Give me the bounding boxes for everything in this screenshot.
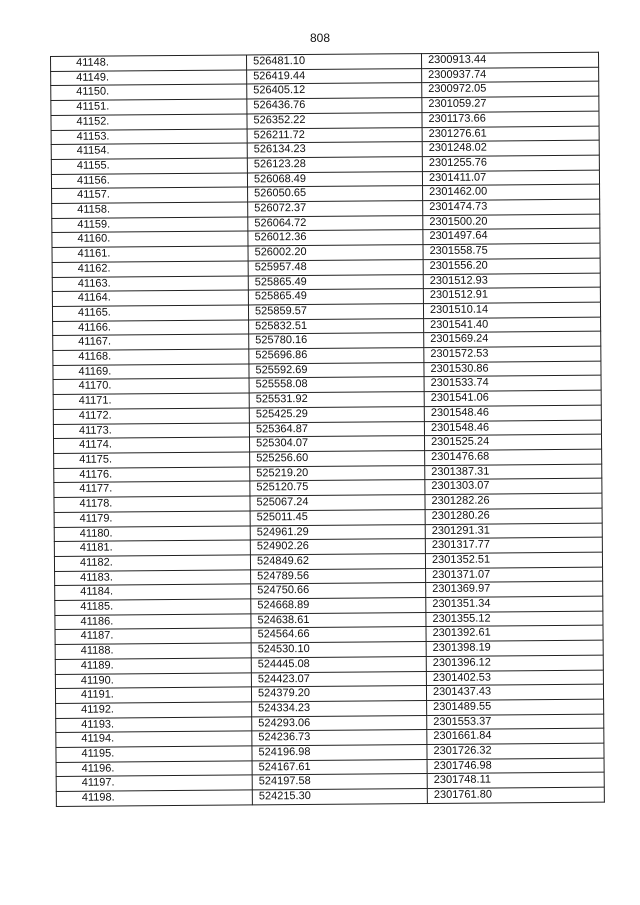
x-coordinate-cell: 525780.16 [249,333,424,349]
y-coordinate-cell: 2301572.53 [424,346,601,362]
x-coordinate-cell: 524293.06 [252,715,427,731]
x-coordinate-cell: 526134.23 [247,142,422,158]
page-number: 808 [309,31,331,45]
point-number-cell: 41157. [52,187,248,203]
point-number-cell: 41179. [54,511,250,527]
x-coordinate-cell: 525832.51 [249,318,424,334]
x-coordinate-cell: 524423.07 [251,671,426,687]
x-coordinate-cell: 526436.76 [247,98,422,114]
y-coordinate-cell: 2301489.55 [427,699,604,715]
y-coordinate-cell: 2301371.07 [426,567,603,583]
point-number-cell: 41151. [51,99,247,115]
point-number-cell: 41167. [53,334,249,350]
y-coordinate-cell: 2301761.80 [427,787,604,803]
x-coordinate-cell: 524196.98 [252,745,427,761]
x-coordinate-cell: 525120.75 [250,480,425,496]
point-number-cell: 41162. [52,261,248,277]
point-number-cell: 41168. [53,349,249,365]
y-coordinate-cell: 2301541.40 [424,317,601,333]
y-coordinate-cell: 2301548.46 [424,405,601,421]
y-coordinate-cell: 2300937.74 [422,67,599,83]
y-coordinate-cell: 2301369.97 [426,581,603,597]
point-number-cell: 41148. [51,55,247,71]
point-number-cell: 41166. [53,320,249,336]
x-coordinate-cell: 526068.49 [247,171,422,187]
table-row [56,787,604,806]
y-coordinate-cell: 2301280.26 [425,508,602,524]
x-coordinate-cell: 525304.07 [250,436,425,452]
y-coordinate-cell: 2301355.12 [426,611,603,627]
y-coordinate-cell: 2300972.05 [422,82,599,98]
y-coordinate-cell: 2300913.44 [421,52,598,68]
point-number-cell: 41159. [52,217,248,233]
point-number-cell: 41188. [55,643,251,659]
x-coordinate-cell: 524379.20 [251,686,426,702]
y-coordinate-cell: 2301255.76 [422,155,599,171]
point-number-cell: 41170. [53,378,249,394]
y-coordinate-cell: 2301748.11 [427,773,604,789]
point-number-cell: 41176. [54,467,250,483]
x-coordinate-cell: 526072.37 [248,201,423,217]
x-coordinate-cell: 525256.60 [250,451,425,467]
point-number-cell: 41182. [54,555,250,571]
y-coordinate-cell: 2301173.66 [422,111,599,127]
x-coordinate-cell: 525364.87 [249,421,424,437]
y-coordinate-cell: 2301411.07 [422,170,599,186]
point-number-cell: 41153. [51,128,247,144]
point-number-cell: 41173. [53,423,249,439]
y-coordinate-cell: 2301525.24 [424,434,601,450]
point-number-cell: 41171. [53,393,249,409]
x-coordinate-cell: 524445.08 [251,656,426,672]
x-coordinate-cell: 525219.20 [250,465,425,481]
point-number-cell: 41149. [51,70,247,86]
point-number-cell: 41197. [56,775,252,791]
y-coordinate-cell: 2301476.68 [425,449,602,465]
point-number-cell: 41169. [53,364,249,380]
x-coordinate-cell: 526123.28 [247,157,422,173]
y-coordinate-cell: 2301392.61 [426,626,603,642]
x-coordinate-cell: 525865.49 [248,274,423,290]
x-coordinate-cell: 525531.92 [249,392,424,408]
x-coordinate-cell: 526050.65 [248,186,423,202]
y-coordinate-cell: 2301398.19 [426,640,603,656]
point-number-cell: 41165. [52,305,248,321]
point-number-cell: 41175. [54,452,250,468]
point-number-cell: 41181. [54,540,250,556]
y-coordinate-cell: 2301661.84 [427,729,604,745]
point-number-cell: 41193. [56,717,252,733]
x-coordinate-cell: 524564.66 [251,627,426,643]
y-coordinate-cell: 2301530.86 [424,361,601,377]
x-coordinate-cell: 525067.24 [250,495,425,511]
x-coordinate-cell: 524849.62 [250,553,425,569]
y-coordinate-cell: 2301462.00 [423,185,600,201]
point-number-cell: 41161. [52,246,248,262]
point-number-cell: 41172. [53,408,249,424]
y-coordinate-cell: 2301533.74 [424,376,601,392]
x-coordinate-cell: 525859.57 [248,304,423,320]
point-number-cell: 41177. [54,481,250,497]
point-number-cell: 41191. [55,687,251,703]
point-number-cell: 41196. [56,761,252,777]
y-coordinate-cell: 2301402.53 [426,670,603,686]
x-coordinate-cell: 524638.61 [251,612,426,628]
point-number-cell: 41160. [52,231,248,247]
x-coordinate-cell: 524902.26 [250,539,425,555]
y-coordinate-cell: 2301556.20 [423,258,600,274]
x-coordinate-cell: 524961.29 [250,524,425,540]
y-coordinate-cell: 2301746.98 [427,758,604,774]
y-coordinate-cell: 2301248.02 [422,140,599,156]
y-coordinate-cell: 2301548.46 [424,420,601,436]
x-coordinate-cell: 525425.29 [249,406,424,422]
x-coordinate-cell: 524750.66 [251,583,426,599]
point-number-cell: 41174. [54,437,250,453]
y-coordinate-cell: 2301500.20 [423,214,600,230]
y-coordinate-cell: 2301276.61 [422,126,599,142]
x-coordinate-cell: 526064.72 [248,215,423,231]
point-number-cell: 41163. [52,275,248,291]
point-number-cell: 41154. [51,143,247,159]
y-coordinate-cell: 2301437.43 [426,684,603,700]
x-coordinate-cell: 526481.10 [246,54,421,70]
point-number-cell: 41189. [55,658,251,674]
x-coordinate-cell: 526352.22 [247,112,422,128]
x-coordinate-cell: 525011.45 [250,509,425,525]
point-number-cell: 41180. [54,525,250,541]
coordinate-table [50,52,605,807]
point-number-cell: 41195. [56,746,252,762]
y-coordinate-cell: 2301541.06 [424,390,601,406]
y-coordinate-cell: 2301497.64 [423,229,600,245]
point-number-cell: 41183. [55,570,251,586]
y-coordinate-cell: 2301352.51 [425,552,602,568]
y-coordinate-cell: 2301510.14 [423,302,600,318]
y-coordinate-cell: 2301282.26 [425,493,602,509]
x-coordinate-cell: 525592.69 [249,362,424,378]
x-coordinate-cell: 525957.48 [248,259,423,275]
x-coordinate-cell: 526002.20 [248,245,423,261]
point-number-cell: 41186. [55,614,251,630]
x-coordinate-cell: 524197.58 [252,774,427,790]
point-number-cell: 41164. [52,290,248,306]
point-number-cell: 41152. [51,114,247,130]
y-coordinate-cell: 2301569.24 [424,332,601,348]
x-coordinate-cell: 526419.44 [247,68,422,84]
x-coordinate-cell: 524215.30 [252,789,427,805]
point-number-cell: 41185. [55,599,251,615]
y-coordinate-cell: 2301726.32 [427,743,604,759]
y-coordinate-cell: 2301553.37 [427,714,604,730]
x-coordinate-cell: 526012.36 [248,230,423,246]
x-coordinate-cell: 526405.12 [247,83,422,99]
y-coordinate-cell: 2301351.34 [426,596,603,612]
x-coordinate-cell: 525696.86 [249,348,424,364]
y-coordinate-cell: 2301317.77 [425,537,602,553]
x-coordinate-cell: 525558.08 [249,377,424,393]
point-number-cell: 41192. [56,702,252,718]
point-number-cell: 41158. [52,202,248,218]
y-coordinate-cell: 2301059.27 [422,96,599,112]
point-number-cell: 41178. [54,496,250,512]
x-coordinate-cell: 524236.73 [252,730,427,746]
y-coordinate-cell: 2301303.07 [425,479,602,495]
x-coordinate-cell: 524334.23 [252,700,427,716]
y-coordinate-cell: 2301558.75 [423,243,600,259]
point-number-cell: 41187. [55,628,251,644]
point-number-cell: 41198. [56,790,252,806]
point-number-cell: 41156. [51,173,247,189]
y-coordinate-cell: 2301291.31 [425,523,602,539]
x-coordinate-cell: 524530.10 [251,642,426,658]
x-coordinate-cell: 526211.72 [247,127,422,143]
y-coordinate-cell: 2301396.12 [426,655,603,671]
x-coordinate-cell: 525865.49 [248,289,423,305]
point-number-cell: 41150. [51,84,247,100]
y-coordinate-cell: 2301512.91 [423,287,600,303]
point-number-cell: 41194. [56,731,252,747]
coordinate-table-body [51,52,605,806]
y-coordinate-cell: 2301387.31 [425,464,602,480]
point-number-cell: 41155. [51,158,247,174]
x-coordinate-cell: 524167.61 [252,759,427,775]
y-coordinate-cell: 2301512.93 [423,273,600,289]
x-coordinate-cell: 524668.89 [251,598,426,614]
coordinate-table-container [50,52,605,807]
point-number-cell: 41190. [55,672,251,688]
y-coordinate-cell: 2301474.73 [423,199,600,215]
point-number-cell: 41184. [55,584,251,600]
x-coordinate-cell: 524789.56 [251,568,426,584]
